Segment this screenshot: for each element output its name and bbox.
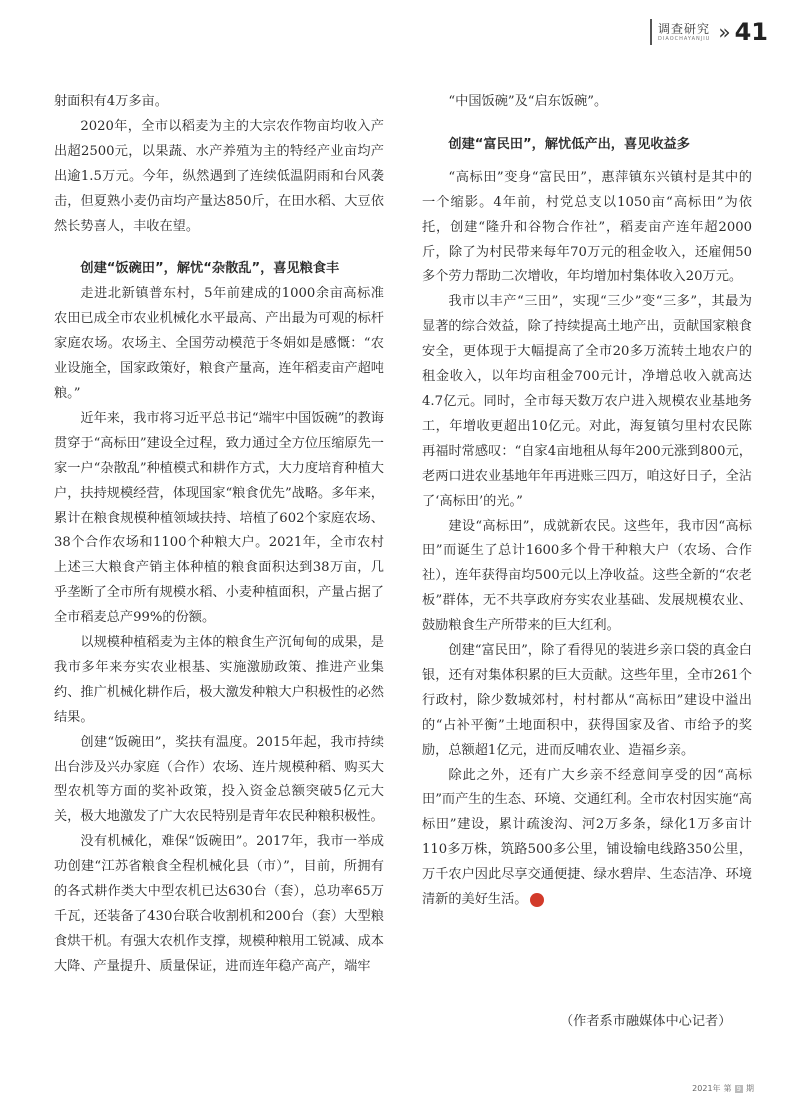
page-number: 41: [734, 18, 768, 46]
paragraph: “中国饭碗”及“启东饭碗”。: [448, 94, 608, 109]
paragraph: 2020年，全市以稻麦为主的大宗农作物亩均收入产出超2500元，以果蔬、水产养殖为主的特经产业亩均产出逾1.5万元。今年，纵然遇到了连续低温阴雨和台风袭击，但夏熟小麦仍亩均产量达850斤，在田水稻、大豆依然长势喜人，丰收在望。: [54, 118, 384, 234]
left-column: [54, 90, 384, 980]
section-pinyin: DIAOCHAYANJIU: [658, 35, 711, 42]
footer-issue: 9: [736, 1084, 741, 1093]
section-label: [658, 23, 710, 42]
paragraph: 建设“高标田”，成就新农民。这些年，我市因“高标田”而诞生了总计1600多个骨干种粮大户（农场、合作社），连年获得亩均500元以上净收益。这些全新的“农老板”群体，无不共享政府夯实农业基础、发展规模农业、鼓励粮食生产所带来的巨大红利。: [422, 518, 752, 634]
paragraph: 走进北新镇普东村，5年前建成的1000余亩高标准农田已成全市农业机械化水平最高、产出最为可观的标杆家庭农场。农场主、全国劳动模范于冬娟如是感慨：“农业设施全，国家政策好，粮食产量高，连年稻麦亩产超吨粮。”: [54, 286, 384, 401]
paragraph-last: [422, 764, 752, 913]
chevron-icon: »: [718, 20, 731, 44]
paragraph: 我市以丰产“三田”，实现“三少”变“三多”，其最为显著的综合效益，除了持续提高土地产出，贡献国家粮食安全，更体现于大幅提高了全市20多万流转土地农户的租金收入，以年均亩租金700元计，净增总收入就高达4.7亿元。同时，全市每天数万农户进入规模农业基地务工，年增收更超出10亿元。对此，海复镇匀里村农民陈再福时常感叹：“自家4亩地租从每年200元涨到800元，老两口进农业基地年年再进账三四万，咱这好日子，全沾了‘高标田’的光。”: [422, 294, 752, 509]
paragraph: “高标田”变身“富民田”，惠萍镇东兴镇村是其中的一个缩影。4年前，村党总支以1050亩“高标田”为依托，创建“隆升和谷物合作社”，稻麦亩产连年超2000斤，除了为村民带来每年70万元的租金收入，还雇佣50多个劳力帮助二次增收，年均增加村集体收入20万元。: [422, 169, 752, 285]
page-footer: [692, 1083, 754, 1094]
right-column: [422, 90, 752, 913]
author-byline: （作者系市融媒体中心记者）: [560, 1014, 732, 1029]
paragraph: 创建“富民田”，除了看得见的装进乡亲口袋的真金白银，还有对集体积累的巨大贡献。这些年里，全市261个行政村，除少数城郊村，村村都从“高标田”建设中溢出的“占补平衡”土地面积中，获得国家及省、市给予的奖励，总额超1亿元，进而反哺农业、造福乡亲。: [422, 643, 752, 758]
section-heading: 创建“富民田”，解忧低产出，喜见收益多: [448, 136, 690, 152]
section-heading: 创建“饭碗田”，解忧“杂散乱”，喜见粮食丰: [80, 261, 340, 277]
footer-qi: 期: [746, 1084, 754, 1093]
footer-year: 2021年: [692, 1084, 721, 1093]
page-header: [650, 18, 768, 46]
paragraph: 以规模种植稻麦为主体的粮食生产沉甸甸的成果，是我市多年来夯实农业根基、实施激励政策、推进产业集约、推广机械化耕作后，极大激发种粮大户积极性的必然结果。: [54, 635, 384, 725]
paragraph: 创建“饭碗田”，奖扶有温度。2015年起，我市持续出台涉及兴办家庭（合作）农场、连片规模种稻、购买大型农机等方面的奖补政策，投入资金总额突破5亿元大关，极大地激发了广大农民特别是青年农民种粮积极性。: [54, 734, 384, 825]
footer-di: 第: [723, 1084, 732, 1093]
paragraph: 近年来，我市将习近平总书记“端牢中国饭碗”的教诲贯穿于“高标田”建设全过程，致力通过全方位压缩原先一家一户“杂散乱”种植模式和耕作方式，大力度培育种植大户，扶持规模经营，体现国家“粮食优先”战略。多年来，累计在粮食规模种植领域扶持、培植了602个家庭农场、38个合作农场和1100个种粮大户。2021年，全市农村上述三大粮食产销主体种植的粮食面积达到38万亩，几乎垄断了全市所有规模水稻、小麦种植面积，产量占据了全市稻麦总产99%的份额。: [54, 410, 384, 626]
paragraph-text: 除此之外，还有广大乡亲不经意间享受的因“高标田”而产生的生态、环境、交通红利。全市农村因实施“高标田”建设，累计疏浚沟、河2万多条，绿化1万多亩计110多万株，筑路500多公里，铺设输电线路350公里，万千农户因此尽享交通便捷、绿水碧岸、生态洁净、环境清新的美好生活。: [422, 767, 752, 908]
paragraph: 没有机械化，难保“饭碗田”。2017年，我市一举成功创建“江苏省粮食全程机械化县（市）”，目前，所拥有的各式耕作类大中型农机已达630台（套），总功率65万千瓦，还装备了430台联合收割机和200台（套）大型粮食烘干机。有强大农机作支撑，规模种粮用工锐减、成本大降、产量提升、质量保证，进而连年稳产高产，端牢: [54, 834, 384, 974]
section-title: 调查研究: [658, 21, 711, 36]
paragraph: 射面积有4万多亩。: [54, 94, 168, 109]
end-mark-icon: 启: [530, 893, 544, 907]
header-divider: [650, 19, 652, 45]
